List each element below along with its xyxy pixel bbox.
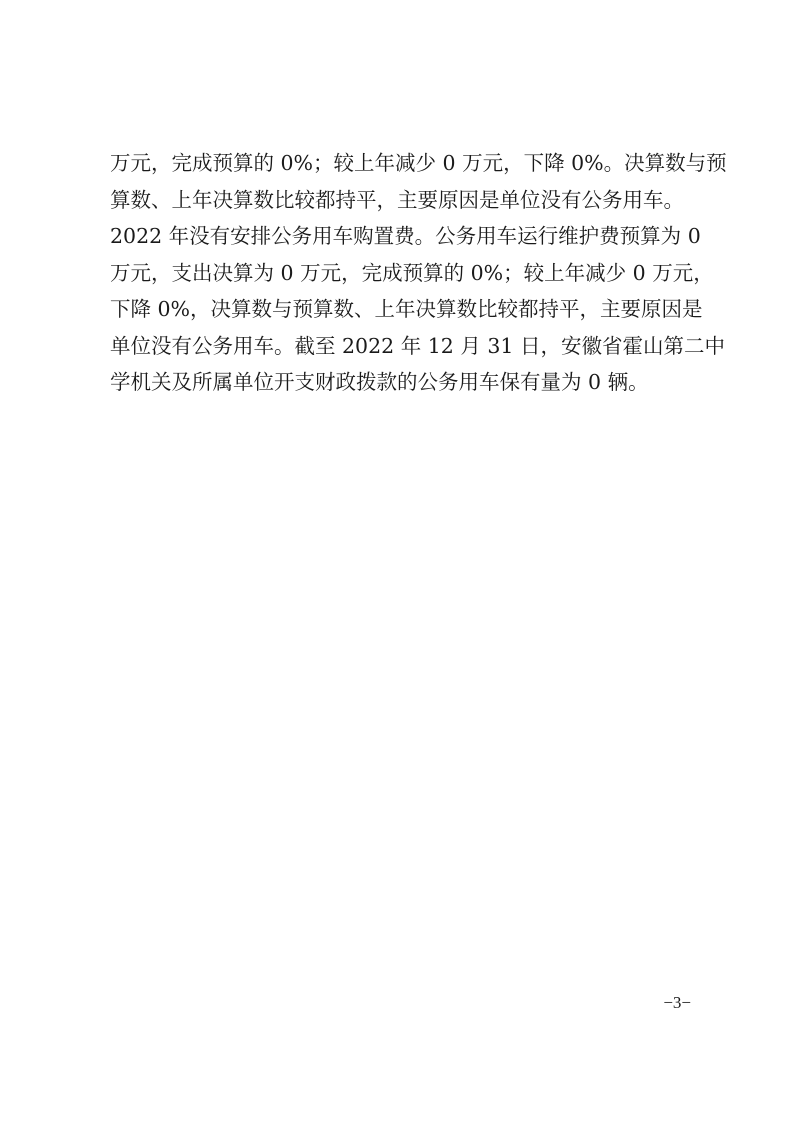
text-line-2: 算数、上年决算数比较都持平，主要原因是单位没有公务用车。: [110, 187, 684, 212]
text-line-4: 万元，支出决算为 0 万元，完成预算的 0%；较上年减少 0 万元，: [110, 260, 714, 285]
page-number: −3−: [663, 993, 691, 1012]
text-line-1: 万元，完成预算的 0%；较上年减少 0 万元，下降 0%。决算数与预: [110, 151, 727, 175]
text-line-3: 2022 年没有安排公务用车购置费。公务用车运行维护费预算为 0: [110, 224, 701, 248]
text-line-7: 学机关及所属单位开支财政拨款的公务用车保有量为 0 辆。: [110, 370, 649, 394]
text-line-5: 下降 0%，决算数与预算数、上年决算数比较都持平，主要原因是: [110, 297, 703, 321]
text-line-6: 单位没有公务用车。截至 2022 年 12 月 31 日，安徽省霍山第二中: [110, 333, 725, 358]
body-paragraph: [110, 145, 727, 401]
